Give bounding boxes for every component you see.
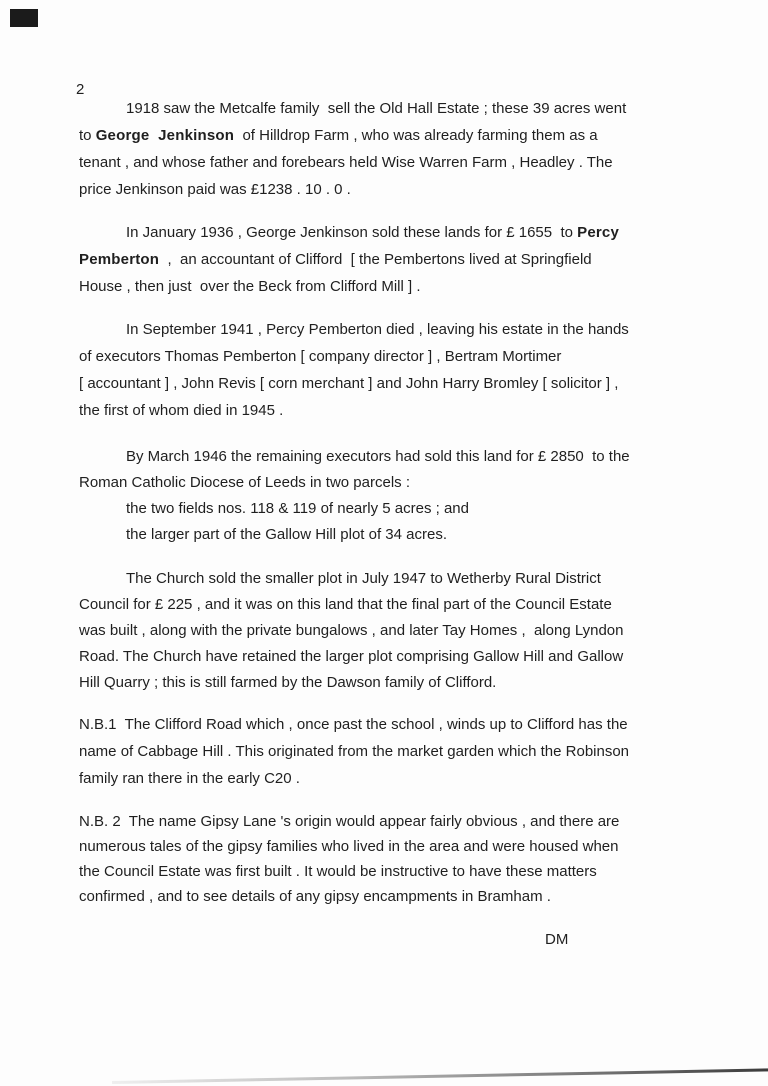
text-segment: , an accountant of Clifford [ the Pembertons lived at Springfield	[159, 251, 592, 268]
text-segment: family ran there in the early C20 .	[79, 770, 300, 787]
text-segment: price Jenkinson paid was £1238 . 10 . 0 .	[79, 181, 351, 198]
text-line	[79, 566, 624, 592]
text-segment: Council for £ 225 , and it was on this land that the final part of the Council Estate	[79, 596, 612, 613]
paragraph-1947-church-sale	[79, 566, 624, 696]
text-line	[79, 884, 619, 909]
text-line	[79, 397, 629, 424]
bold-text-segment: Pemberton	[79, 251, 160, 268]
text-segment: The Church sold the smaller plot in July 1947 to Wetherby Rural District	[126, 570, 601, 587]
text-line	[79, 122, 626, 149]
text-line	[79, 95, 626, 122]
text-segment: of Hilldrop Farm , who was already farming them as a	[234, 127, 598, 144]
text-line	[79, 176, 626, 203]
text-line	[79, 370, 629, 397]
text-line	[79, 273, 619, 300]
paragraph-1946-executors-sale	[79, 444, 630, 548]
text-segment: name of Cabbage Hill . This originated from the market garden which the Robinson	[79, 743, 630, 760]
text-line	[79, 343, 629, 370]
text-segment: to	[79, 127, 96, 144]
text-segment: the Council Estate was first built . It would be instructive to have these matters	[79, 863, 597, 880]
text-line	[79, 470, 630, 496]
text-line	[79, 444, 630, 470]
text-segment: By March 1946 the remaining executors had sold this land for £ 2850 to the	[126, 448, 630, 465]
text-line	[79, 246, 619, 273]
text-segment: [ accountant ] , John Revis [ corn merchant ] and John Harry Bromley [ solicitor ] ,	[79, 375, 619, 392]
text-segment: was built , along with the private bungalows , and later Tay Homes , along Lyndon	[79, 622, 624, 639]
text-line	[79, 618, 624, 644]
text-line	[79, 592, 624, 618]
text-segment: In September 1941 , Percy Pemberton died , leaving his estate in the hands	[126, 321, 629, 338]
text-line	[79, 522, 630, 548]
paragraph-nb2-gipsy-lane	[79, 809, 619, 909]
text-segment: House , then just over the Beck from Clifford Mill ] .	[79, 278, 421, 295]
text-segment: 1918 saw the Metcalfe family sell the Old Hall Estate ; these 39 acres went	[126, 100, 627, 117]
author-initials: DM	[545, 931, 569, 948]
text-segment: confirmed , and to see details of any gipsy encampments in Bramham .	[79, 888, 551, 905]
paragraph-1941-pemberton-death	[79, 316, 629, 424]
text-line	[79, 765, 629, 792]
text-line	[79, 711, 629, 738]
text-segment: Roman Catholic Diocese of Leeds in two parcels :	[79, 474, 410, 491]
text-segment: N.B. 2 The name Gipsy Lane 's origin would appear fairly obvious , and there are	[79, 813, 620, 830]
text-segment: Hill Quarry ; this is still farmed by the Dawson family of Clifford.	[79, 674, 497, 691]
text-segment: the two fields nos. 118 & 119 of nearly 5 acres ; and	[126, 500, 469, 517]
text-line	[79, 834, 619, 859]
text-segment: numerous tales of the gipsy families who lived in the area and were housed when	[79, 838, 619, 855]
bold-text-segment: George Jenkinson	[95, 127, 235, 144]
paragraph-1918-metcalfe-sale	[79, 95, 626, 203]
bold-text-segment: Percy	[577, 224, 620, 241]
scan-edge-artifact	[112, 1068, 768, 1083]
text-line	[79, 809, 619, 834]
text-segment: N.B.1 The Clifford Road which , once past the school , winds up to Clifford has the	[79, 716, 628, 733]
text-line	[79, 496, 630, 522]
text-segment: the larger part of the Gallow Hill plot of 34 acres.	[126, 526, 447, 543]
text-segment: In January 1936 , George Jenkinson sold these lands for £ 1655 to	[126, 224, 578, 241]
text-segment: of executors Thomas Pemberton [ company director ] , Bertram Mortimer	[79, 348, 562, 365]
text-line	[79, 670, 624, 696]
text-line	[79, 316, 629, 343]
page-number: 2	[76, 81, 85, 98]
text-segment: Road. The Church have retained the larger plot comprising Gallow Hill and Gallow	[79, 648, 624, 665]
paragraph-1936-jenkinson-sale	[79, 219, 619, 300]
text-line	[79, 859, 619, 884]
text-line	[79, 738, 629, 765]
text-segment: the first of whom died in 1945 .	[79, 402, 284, 419]
paragraph-nb1-cabbage-hill	[79, 711, 629, 792]
text-line	[79, 149, 626, 176]
text-line	[79, 219, 619, 246]
text-line	[79, 644, 624, 670]
scan-corner-artifact	[10, 9, 38, 27]
text-segment: tenant , and whose father and forebears held Wise Warren Farm , Headley . The	[79, 154, 613, 171]
